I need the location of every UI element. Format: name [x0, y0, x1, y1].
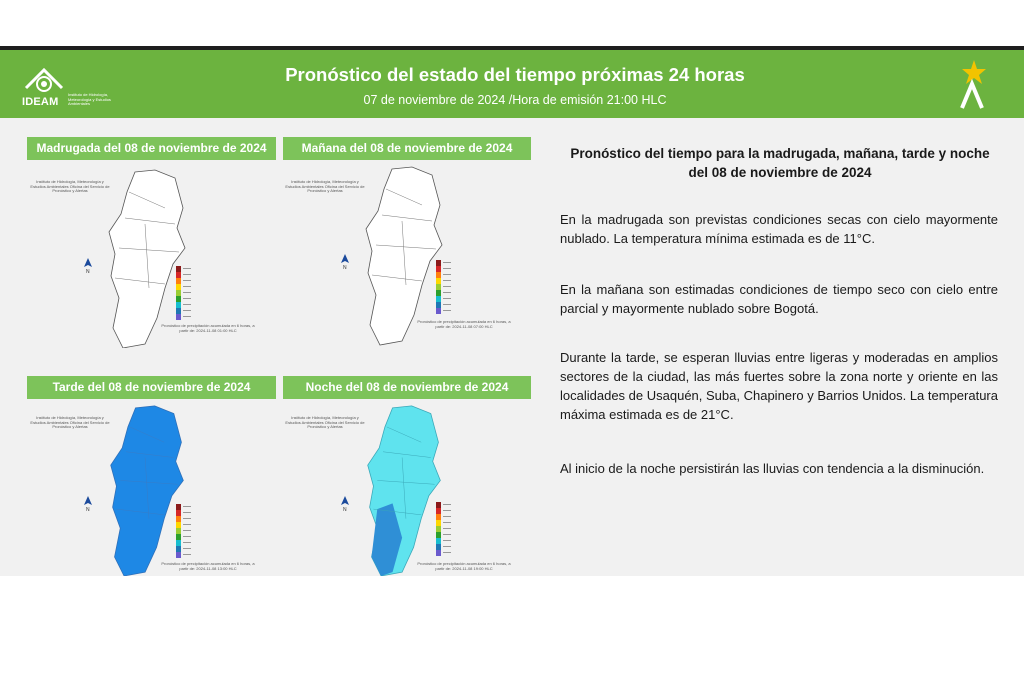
- legend-swatch: [436, 266, 441, 272]
- svg-text:N: N: [343, 265, 347, 270]
- legend-swatch: [176, 266, 181, 272]
- legend-swatch: [436, 290, 441, 296]
- legend-swatch: [436, 526, 441, 532]
- legend-swatch: [436, 550, 441, 556]
- legend-swatch: [176, 504, 181, 510]
- page-subtitle: 07 de noviembre de 2024 /Hora de emisión 21:00 HLC: [363, 93, 667, 107]
- svg-text:N: N: [86, 507, 90, 512]
- svg-text:N: N: [86, 269, 90, 274]
- map-institution-text: Instituto de Hidrología, Meteorología y Estudios Ambientales Oficina del Servicio de Pronóstico y Alertas: [285, 415, 365, 429]
- legend-swatch: [176, 278, 181, 284]
- ideam-logo-subtext: Instituto de Hidrología, Meteorología y Estudios Ambientales: [68, 92, 111, 106]
- forecast-paragraph-manana: En la mañana son estimadas condiciones de tiempo seco con cielo entre parcial y mayormente nublado sobre Bogotá.: [560, 282, 998, 316]
- map-caption: Pronóstico de precipitación acumulada en 6 horas, a partir de: 2024-11-08 01:00 HLC: [161, 323, 255, 333]
- legend-swatch: [176, 314, 181, 320]
- forecast-paragraph-madrugada: En la madrugada son previstas condiciones secas con cielo mayormente nublado. La temperatura mínima estimada es de 11°C.: [560, 212, 998, 246]
- panel-title-tarde: Tarde del 08 de noviembre de 2024: [27, 376, 276, 399]
- legend-swatch: [176, 272, 181, 278]
- legend-swatch: [176, 552, 181, 558]
- legend-swatch: [176, 540, 181, 546]
- map-institution-text: Instituto de Hidrología, Meteorología y Estudios Ambientales Oficina del Servicio de Pronóstico y Alertas: [30, 415, 110, 429]
- legend-swatch: [176, 534, 181, 540]
- legend-swatch: [176, 284, 181, 290]
- bogota-star-logo-icon: [952, 56, 992, 112]
- legend-swatch: [176, 302, 181, 308]
- legend-swatch: [436, 502, 441, 508]
- panel-title-manana: Mañana del 08 de noviembre de 2024: [283, 137, 531, 160]
- north-arrow-icon: [340, 254, 350, 270]
- map-caption: Pronóstico de precipitación acumulada en 6 horas, a partir de: 2024-11-08 13:00 HLC: [161, 561, 255, 571]
- legend-swatch: [436, 260, 441, 266]
- north-arrow-icon: [340, 496, 350, 512]
- precipitation-legend-icon: [432, 498, 458, 564]
- legend-swatch: [436, 296, 441, 302]
- svg-text:N: N: [343, 507, 347, 512]
- precipitation-legend-icon: [172, 500, 198, 566]
- legend-swatch: [436, 284, 441, 290]
- map-caption: Pronóstico de precipitación acumulada en 6 horas, a partir de: 2024-11-08 07:00 HLC: [417, 319, 511, 329]
- forecast-title: Pronóstico del tiempo para la madrugada, mañana, tarde y noche del 08 de noviembre de 2024: [570, 146, 990, 180]
- ideam-logo-text: IDEAM: [22, 96, 59, 108]
- legend-swatch: [436, 278, 441, 284]
- forecast-paragraph-noche: Al inicio de la noche persistirán las lluvias con tendencia a la disminución.: [560, 461, 985, 476]
- north-arrow-icon: [83, 258, 93, 274]
- legend-swatch: [176, 308, 181, 314]
- legend-swatch: [176, 296, 181, 302]
- legend-swatch: [176, 546, 181, 552]
- legend-swatch: [436, 514, 441, 520]
- precipitation-legend-icon: [172, 262, 198, 328]
- legend-swatch: [436, 308, 441, 314]
- legend-swatch: [436, 272, 441, 278]
- legend-swatch: [176, 510, 181, 516]
- legend-swatch: [436, 520, 441, 526]
- legend-swatch: [436, 544, 441, 550]
- map-institution-text: Instituto de Hidrología, Meteorología y Estudios Ambientales Oficina del Servicio de Pronóstico y Alertas: [30, 179, 110, 193]
- panel-title-noche: Noche del 08 de noviembre de 2024: [283, 376, 531, 399]
- legend-swatch: [176, 516, 181, 522]
- forecast-paragraph-tarde: Durante la tarde, se esperan lluvias entre ligeras y moderadas en amplios sectores de la ciudad, las más fuertes sobre la zona norte y oriente en las localidades de Usaquén, Suba, Chapinero y Barrios Unidos. La temperatura máxima estimada es de 21°C.: [560, 350, 998, 422]
- legend-swatch: [176, 290, 181, 296]
- page-title: Pronóstico del estado del tiempo próximas 24 horas: [285, 64, 745, 85]
- map-caption: Pronóstico de precipitación acumulada en 6 horas, a partir de: 2024-11-08 19:00 HLC: [417, 561, 511, 571]
- legend-swatch: [176, 528, 181, 534]
- legend-swatch: [436, 532, 441, 538]
- legend-swatch: [436, 538, 441, 544]
- legend-swatch: [176, 522, 181, 528]
- precipitation-legend-icon: [432, 256, 458, 322]
- bottom-blank-area: [0, 576, 1024, 683]
- legend-swatch: [436, 302, 441, 308]
- legend-swatch: [436, 508, 441, 514]
- map-institution-text: Instituto de Hidrología, Meteorología y Estudios Ambientales Oficina del Servicio de Pronóstico y Alertas: [285, 179, 365, 193]
- panel-title-madrugada: Madrugada del 08 de noviembre de 2024: [27, 137, 276, 160]
- north-arrow-icon: [83, 496, 93, 512]
